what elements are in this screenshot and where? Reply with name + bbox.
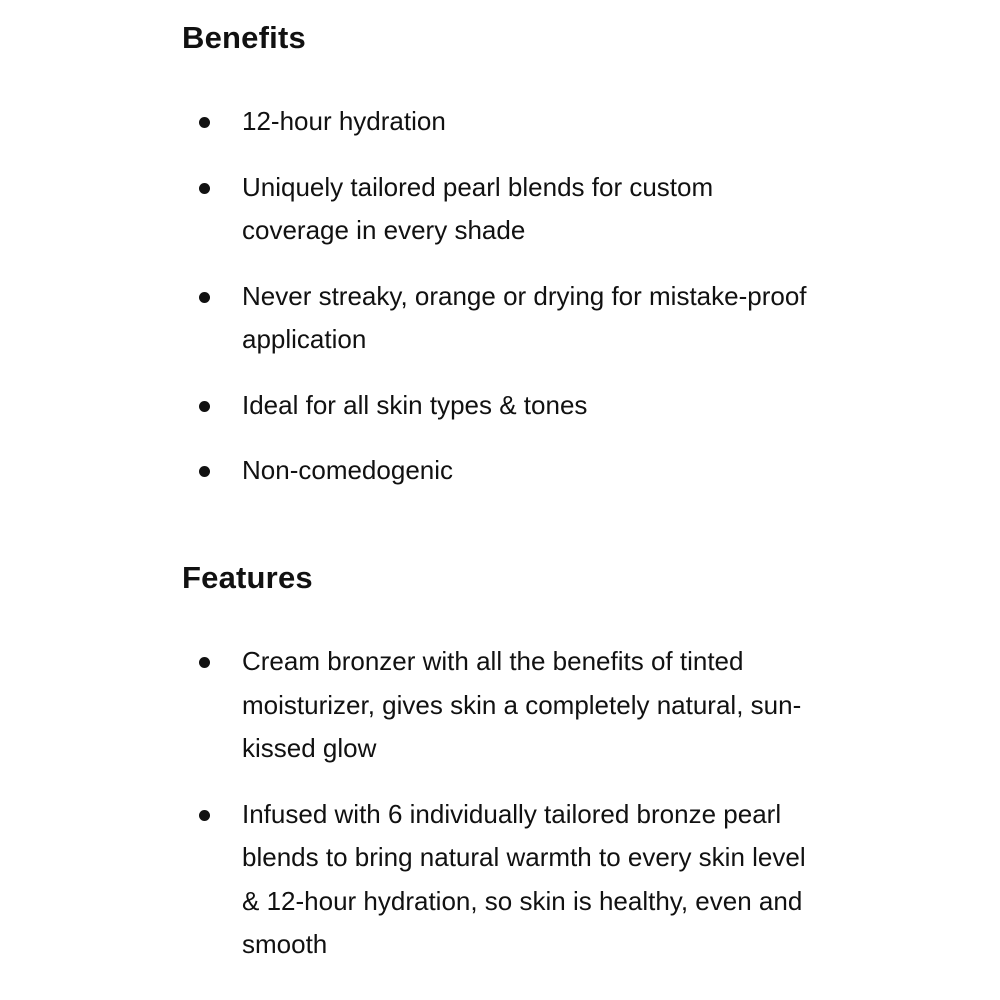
bullet-icon [199, 117, 210, 128]
benefits-list [182, 100, 822, 493]
benefits-heading: Benefits [182, 20, 306, 55]
bullet-icon [199, 401, 210, 412]
feature-text: Infused with 6 individually tailored bronze pearl blends to bring natural warmth to every skin level & 12-hour hydration, so skin is healthy, even and smooth [242, 798, 806, 959]
feature-text: Cream bronzer with all the benefits of tinted moisturizer, gives skin a completely natural, sun-kissed glow [242, 646, 802, 763]
bullet-icon [199, 292, 210, 303]
bullet-icon [199, 466, 210, 477]
benefit-text: Uniquely tailored pearl blends for custom coverage in every shade [242, 171, 714, 245]
benefit-text: Never streaky, orange or drying for mistake-proof application [242, 280, 807, 354]
features-list-item [182, 793, 822, 967]
benefits-section [182, 16, 822, 515]
features-section [182, 556, 822, 989]
bullet-icon [199, 183, 210, 194]
benefits-list-item [182, 100, 822, 144]
benefit-text: Non-comedogenic [242, 455, 454, 485]
features-heading: Features [182, 560, 313, 595]
benefit-text: Ideal for all skin types & tones [242, 389, 588, 420]
bullet-icon [199, 657, 210, 668]
benefits-list-item [182, 166, 822, 253]
benefit-text: 12-hour hydration [242, 106, 446, 136]
benefits-list-item [182, 449, 822, 493]
bullet-icon [199, 810, 210, 821]
features-list [182, 640, 822, 967]
benefits-list-item [182, 384, 822, 428]
benefits-list-item [182, 275, 822, 362]
features-list-item [182, 640, 822, 771]
